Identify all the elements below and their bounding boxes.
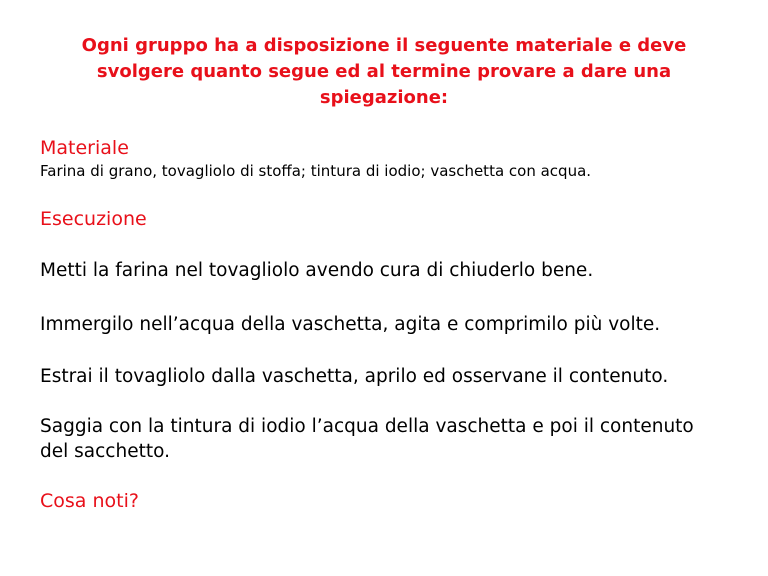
- step-1: Metti la farina nel tovagliolo avendo cura di chiuderlo bene.: [40, 260, 594, 281]
- title-line-1: Ogni gruppo ha a disposizione il seguente materiale e deve: [81, 35, 687, 56]
- step-4-line-1: Saggia con la tintura di iodio l’acqua della vaschetta e poi il contenuto: [40, 416, 694, 437]
- step-2: Immergilo nell’acqua della vaschetta, agita e comprimilo più volte.: [40, 314, 661, 335]
- step-4: [40, 414, 740, 464]
- question: Cosa noti?: [40, 490, 139, 512]
- title-line-2: svolgere quanto segue ed al termine provare a dare una: [96, 61, 672, 82]
- step-3: Estrai il tovagliolo dalla vaschetta, aprilo ed osservane il contenuto.: [40, 366, 669, 387]
- step-4-line-2: del sacchetto.: [40, 441, 170, 462]
- materiale-heading: Materiale: [40, 137, 129, 159]
- title-line-3: spiegazione:: [319, 87, 449, 108]
- materiale-text: Farina di grano, tovagliolo di stoffa; tintura di iodio; vaschetta con acqua.: [40, 162, 592, 180]
- esecuzione-heading: Esecuzione: [40, 208, 147, 230]
- slide-title: [60, 33, 708, 111]
